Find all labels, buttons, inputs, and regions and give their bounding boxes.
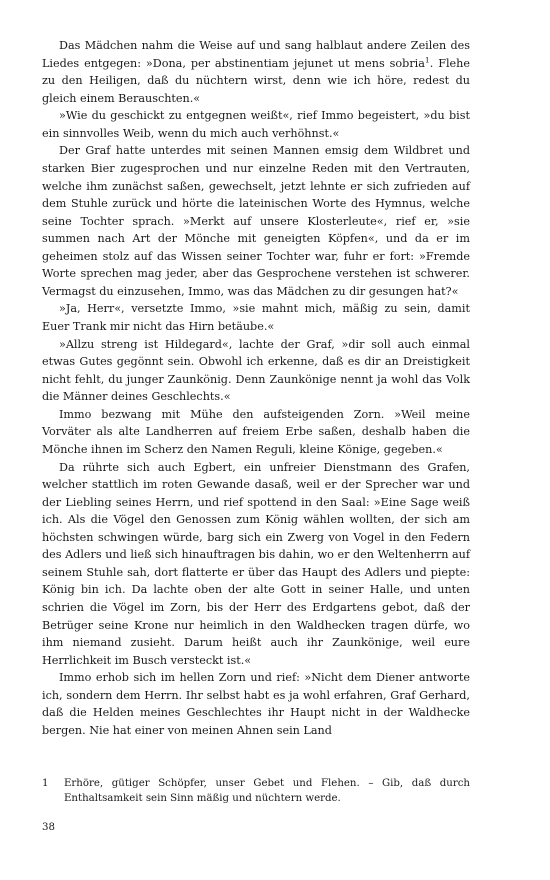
footnote-reference[interactable]: 1 <box>424 54 430 64</box>
paragraph-1-text-a: Das Mädchen nahm die Weise auf und sang halblaut andere Zeilen des Liedes entgegen: »Dona, per abstinentiam jejunet ut mens sobria <box>42 39 470 70</box>
paragraph-2: »Wie du geschickt zu entgegnen weißt«, rief Immo begeistert, »du bist ein sinnvolles Weib, wenn du mich auch verhöhnst.« <box>42 109 470 140</box>
paragraph-1-text-b: . Flehe zu den Heiligen, daß du nüchtern wirst, denn wie ich höre, redest du gleich einem Berauschten.« <box>42 56 470 105</box>
footnote-text: Erhöre, gütiger Schöpfer, unser Gebet und Flehen. – Gib, daß durch Enthaltsamkeit sein Sinn mäßig und nüchtern werde. <box>64 778 470 805</box>
paragraph-8: Immo erhob sich im hellen Zorn und rief: »Nicht dem Diener antworte ich, sondern dem Herrn. Ihr selbst habt es ja wohl erfahren, Graf Gerhard, daß die Helden meines Geschlechtes ihr Haupt nicht in der Waldhecke bergen. Nie hat einer von meinen Ahnen sein Land <box>42 671 470 737</box>
paragraph-5: »Allzu streng ist Hildegard«, lachte der Graf, »dir soll auch einmal etwas Gutes gegönnt sein. Obwohl ich erkenne, daß es dir an Dreistigkeit nicht fehlt, du junger Zaunkönig. Denn Zaunkönige nennt ja wohl das Volk die Männer deines Geschlechts.« <box>42 337 470 404</box>
paragraph-6: Immo bezwang mit Mühe den aufsteigenden Zorn. »Weil meine Vorväter als alte Landherren auf freiem Erbe saßen, deshalb haben die Mönche ihnen im Scherz den Namen Reguli, kleine Könige, gegeben.« <box>42 407 470 456</box>
footnote <box>42 776 470 806</box>
paragraph-1 <box>42 37 470 107</box>
paragraph-4: »Ja, Herr«, versetzte Immo, »sie mahnt mich, mäßig zu sein, damit Euer Trank mir nicht das Hirn betäube.« <box>42 302 470 333</box>
paragraph-3: Der Graf hatte unterdes mit seinen Mannen emsig dem Wildbret und starken Bier zugesprochen und nur einzelne Reden mit den Vertrauten, welche ihm zunächst saßen, gewechselt, jetzt lehnte er sich zufrieden auf dem Stuhle zurück und hörte die lateinischen Worte des Hymnus, welche seine Tochter sprach. »Merkt auf unsere Klosterleute«, rief er, »sie summen nach Art der Mönche mit geneigten Köpfen«, und da er im geheimen stolz auf das Wissen seiner Tochter war, fuhr er fort: »Fremde Worte sprechen mag jeder, aber das Gesprochene verstehen ist schwerer. Vermagst du einzusehen, Immo, was das Mädchen zu dir gesungen hat?« <box>42 144 470 298</box>
footnote-number: 1 <box>42 778 49 789</box>
paragraph-7: Da rührte sich auch Egbert, ein unfreier Dienstmann des Grafen, welcher stattlich im roten Gewande dasaß, weil er der Sprecher war und der Liebling seines Herrn, und rief spottend in den Saal: »Eine Sage weiß ich. Als die Vögel den Genossen zum König wählen wollten, der sich am höchsten schwingen würde, barg sich ein Zwerg von Vogel in den Federn des Adlers und ließ sich hinauftragen bis dahin, wo er den Weltenherrn auf seinem Stuhle sah, dort flatterte er über das Haupt des Adlers und piepte: König bin ich. Da lachte oben der alte Gott in seiner Halle, und unten schrien die Vögel im Zorn, bis der Herr des Erdgartens gebot, daß der Betrüger seine Krone nur heimlich in den Waldhecken tragen dürfe, wo ihm niemand zusieht. Darum heißt auch ihr Zaunkönige, weil eure Herrlichkeit im Busch versteckt ist.« <box>42 460 470 667</box>
page-body <box>42 37 470 740</box>
page-number: 38 <box>42 822 55 833</box>
